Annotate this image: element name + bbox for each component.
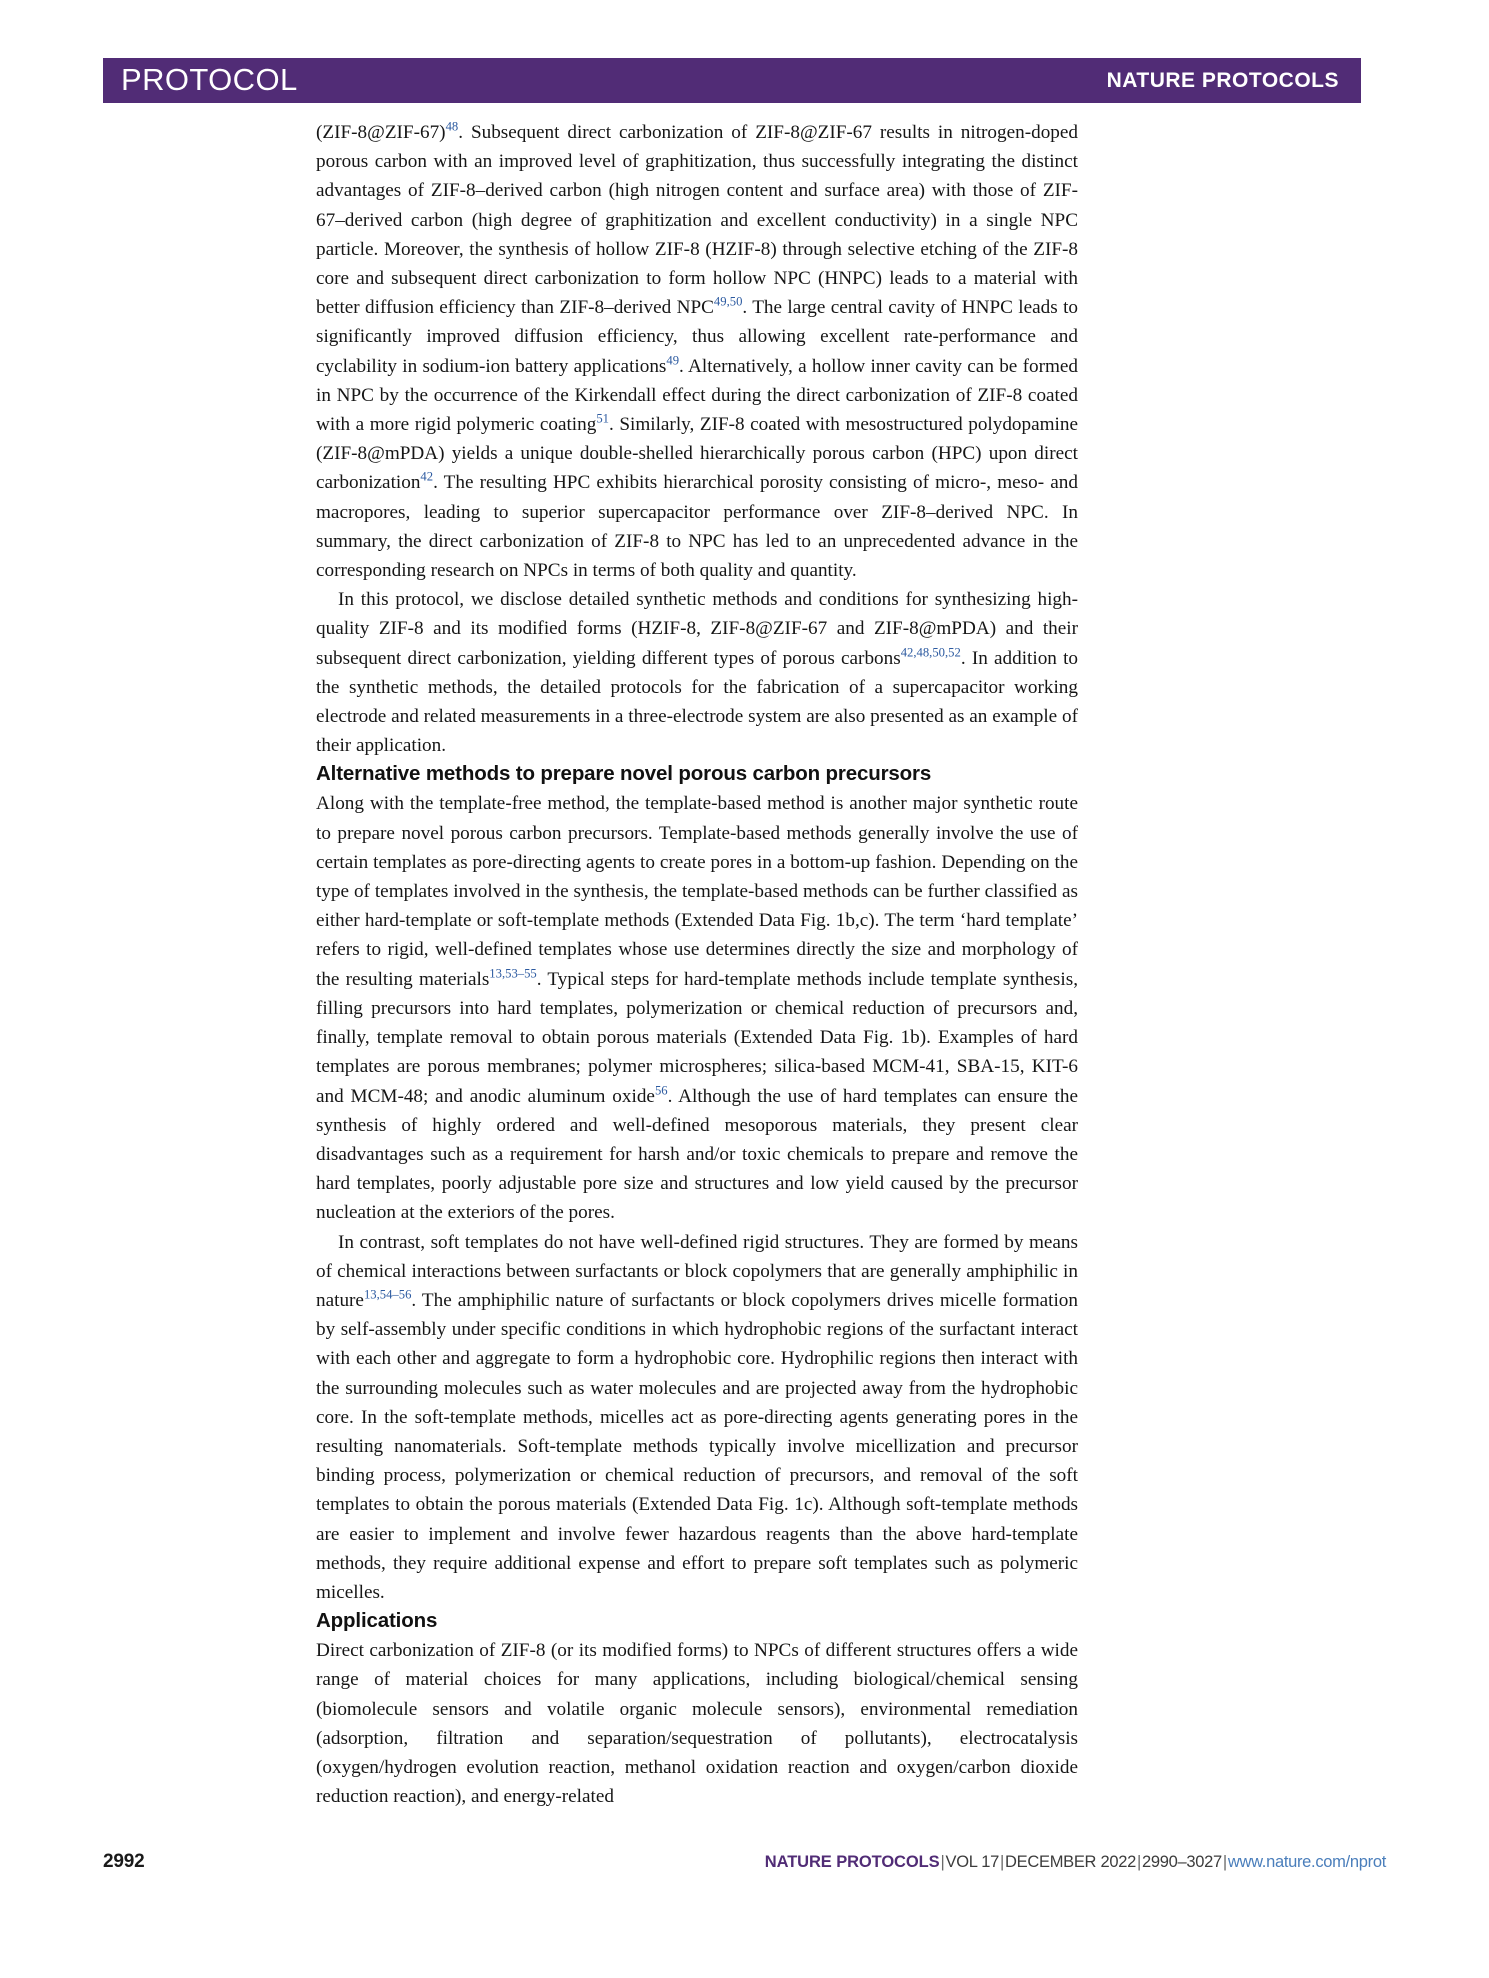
paragraph-1-segment-e: . Similarly, ZIF-8 coated with mesostructured polydopamine (ZIF-8@mPDA) yields a unique double-shelled hierarchically porous carbon (HPC) upon direct carbonization — [316, 414, 1079, 494]
paragraph-template-based — [316, 789, 1078, 1227]
footer-separator-3: | — [1136, 1853, 1141, 1871]
reference-49[interactable]: 49 — [666, 353, 680, 368]
footer-url-link[interactable]: www.nature.com/nprot — [1227, 1853, 1386, 1871]
footer-separator-1: | — [940, 1853, 945, 1871]
footer-page-range: 2990–3027 — [1141, 1853, 1222, 1871]
paragraph-2-segment-b: . In addition to the synthetic methods, the detailed protocols for the fabrication of a supercapacitor working electrode and related measurements in a three-electrode system are also presented as an example of their application. — [316, 647, 1079, 757]
reference-13-53-55[interactable]: 13,53–55 — [489, 966, 537, 981]
paragraph-1-segment-d: . Alternatively, a hollow inner cavity can be formed in NPC by the occurrence of the Kirkendall effect during the direct carbonization of ZIF-8 coated with a more rigid polymeric coating — [316, 355, 1078, 436]
folio-page-number: 2992 — [103, 1851, 145, 1872]
paragraph-2-segment-a: In this protocol, we disclose detailed synthetic methods and conditions for synthesizing high-quality ZIF-8 and its modified forms (HZIF-8, ZIF-8@ZIF-67 and ZIF-8@mPDA) and their subsequent direct carbonization, yielding different types of porous carbons — [316, 589, 1078, 669]
paragraph-3-segment-b: . Typical steps for hard-template methods include template synthesis, filling precursors into hard templates, polymerization or chemical reduction of precursors and, finally, template removal to obtain porous materials (Extended Data Fig. 1b). Examples of hard templates are porous membranes; polymer microspheres; silica-based MCM-41, SBA-15, KIT-6 and MCM-48; and anodic aluminum oxide — [316, 968, 1078, 1107]
page-footer — [0, 1850, 1489, 1880]
paragraph-1-segment-f: . The resulting HPC exhibits hierarchical porosity consisting of micro-, meso- and macropores, leading to superior supercapacitor performance over ZIF-8–derived NPC. In summary, the direct carbonization of ZIF-8 to NPC has led to an unprecedented advance in the corresponding research on NPCs in terms of both quality and quantity. — [316, 472, 1078, 582]
footer-journal-name: NATURE PROTOCOLS — [764, 1853, 940, 1871]
paragraph-1-segment-a: (ZIF-8@ZIF-67) — [316, 122, 446, 143]
paragraph-4-segment-a: In contrast, soft templates do not have well-defined rigid structures. They are formed by means of chemical interactions between surfactants or block copolymers that are generally amphiphilic in nature — [316, 1231, 1078, 1311]
reference-42-48-50-52[interactable]: 42,48,50,52 — [900, 645, 961, 660]
paragraph-1-segment-c: . The large central cavity of HNPC leads to significantly improved diffusion efficiency, thus allowing excellent rate-performance and cyclability in sodium-ion battery applications — [316, 297, 1078, 377]
paragraph-3-segment-a: Along with the template-free method, the template-based method is another major synthetic route to prepare novel porous carbon precursors. Template-based methods generally involve the use of certain templates as pore-directing agents to create pores in a bottom-up fashion. Depending on the type of templates involved in the synthesis, the template-based methods can be further classified as either hard-template or soft-template methods (Extended Data Fig. 1b,c). The term ‘hard template’ refers to rigid, well-defined templates whose use determines directly the size and morphology of the resulting materials — [316, 793, 1078, 990]
reference-49-50[interactable]: 49,50 — [713, 294, 743, 309]
reference-51[interactable]: 51 — [596, 411, 609, 426]
paragraph-4-segment-b: . The amphiphilic nature of surfactants or block copolymers drives micelle formation by self-assembly under specific conditions in which hydrophobic regions of the surfactant interact with each other and aggregate to form a hydrophobic core. Hydrophilic regions then interact with the surrounding molecules such as water molecules and are projected away from the hydrophobic core. In the soft-template methods, micelles act as pore-directing agents generating pores in the resulting nanomaterials. Soft-template methods typically involve micellization and precursor binding process, polymerization or chemical reduction of precursors, and removal of the soft templates to obtain the porous materials (Extended Data Fig. 1c). Although soft-template methods are easier to implement and involve fewer hazardous reagents than the above hard-template methods, they require additional expense and effort to prepare soft templates such as polymeric micelles. — [316, 1289, 1078, 1603]
paragraph-soft-templates — [316, 1228, 1078, 1608]
paragraph-applications: Direct carbonization of ZIF-8 (or its modified forms) to NPCs of different structures offers a wide range of material choices for many applications, including biological/chemical sensing (biomolecule sensors and volatile organic molecule sensors), environmental remediation (adsorption, filtration and separation/sequestration of pollutants), electrocatalysis (oxygen/hydrogen evolution reaction, methanol oxidation reaction and oxygen/carbon dioxide reduction reaction), and energy-related — [316, 1640, 1078, 1808]
article-text-column — [316, 118, 1078, 1811]
section-heading-applications: Applications — [316, 1609, 438, 1633]
paragraph-3-segment-c: . Although the use of hard templates can ensure the synthesis of highly ordered and well-defined mesoporous materials, they present clear disadvantages such as a requirement for harsh and/or toxic chemicals to prepare and remove the hard templates, poorly adjustable pore size and structures and low yield caused by the precursor nucleation at the exteriors of the pores. — [316, 1085, 1078, 1224]
paragraph-protocol-overview — [316, 585, 1078, 760]
section-heading-alternative-methods: Alternative methods to prepare novel porous carbon precursors — [316, 762, 932, 786]
footer-separator-4: | — [1222, 1853, 1227, 1871]
reference-42[interactable]: 42 — [420, 470, 434, 485]
footer-separator-2: | — [1000, 1853, 1005, 1871]
reference-13-54-56[interactable]: 13,54–56 — [363, 1287, 412, 1302]
footer-date: DECEMBER 2022 — [1005, 1853, 1136, 1871]
page-running-header — [103, 58, 1361, 103]
reference-48[interactable]: 48 — [445, 119, 459, 134]
reference-56[interactable]: 56 — [654, 1083, 668, 1098]
footer-volume: VOL 17 — [945, 1853, 1000, 1871]
paragraph-1-segment-b: . Subsequent direct carbonization of ZIF-8@ZIF-67 results in nitrogen-doped porous carbon with an improved level of graphitization, thus successfully integrating the distinct advantages of ZIF-8–derived carbon (high nitrogen content and surface area) with those of ZIF-67–derived carbon (high degree of graphitization and excellent conductivity) in a single NPC particle. Moreover, the synthesis of hollow ZIF-8 (HZIF-8) through selective etching of the ZIF-8 core and subsequent direct carbonization to form hollow NPC (HNPC) leads to a material with better diffusion efficiency than ZIF-8–derived NPC — [316, 122, 1078, 319]
header-journal-name: NATURE PROTOCOLS — [1106, 68, 1339, 92]
paragraph-continuation — [316, 118, 1078, 585]
footer-citation-line — [765, 1853, 1386, 1872]
header-article-type: PROTOCOL — [121, 62, 298, 97]
